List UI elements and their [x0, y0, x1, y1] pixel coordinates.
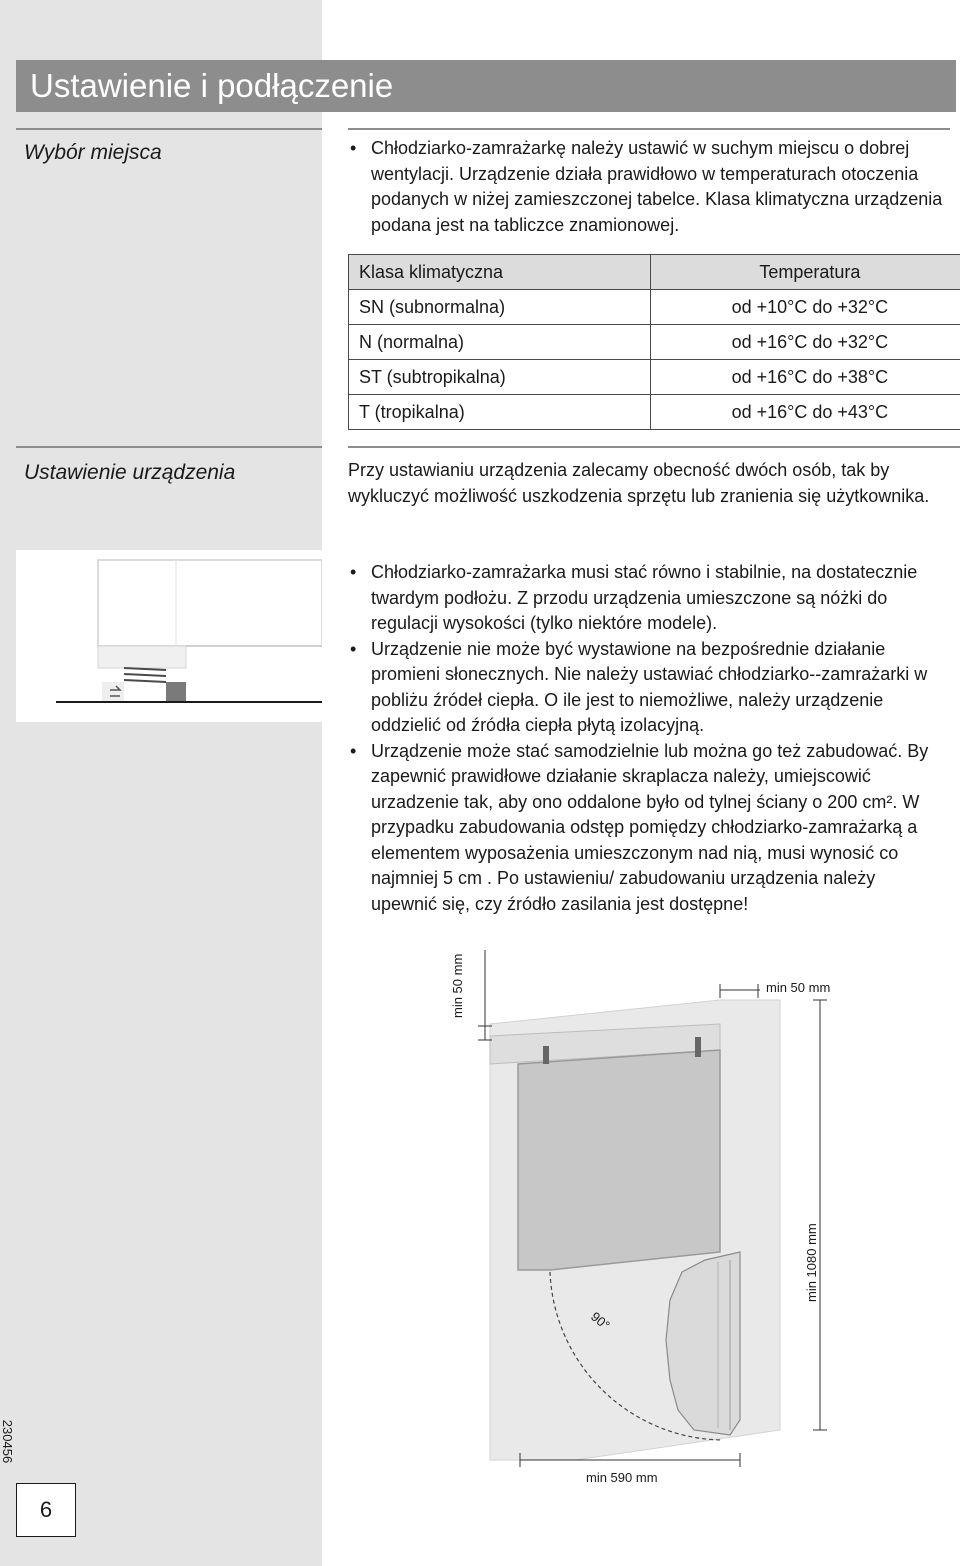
climate-class-cell: SN (subnormalna): [349, 290, 651, 325]
page-number: 6: [16, 1483, 76, 1537]
feet-drawing: [16, 550, 322, 722]
left-sidebar: [0, 0, 322, 1566]
table-header-row: [349, 255, 960, 290]
table-row: [349, 395, 960, 430]
climate-class-cell: ST (subtropikalna): [349, 360, 651, 395]
climate-class-cell: T (tropikalna): [349, 395, 651, 430]
climate-table: [348, 254, 960, 430]
clearance-drawing: [430, 940, 850, 1490]
section-divider: [348, 128, 950, 130]
section-divider: [16, 446, 322, 448]
temperature-cell: od +10°C do +32°C: [650, 290, 960, 325]
installation-intro: Przy ustawianiu urządzenia zalecamy obecność dwóch osób, tak by wykluczyć możliwość uszkodzenia sprzętu lub zranienia się użytkownika.: [348, 460, 930, 506]
temperature-cell: od +16°C do +32°C: [650, 325, 960, 360]
list-item: • Urządzenie nie może być wystawione na bezpośrednie działanie promieni słonecznych. Nie należy ustawiać chłodziarko--zamrażarki w pobliżu źródeł ciepła. O ile jest to niemożliwe, należy urządzenie oddzielić od źródła ciepła płytą izolacyjną.: [348, 637, 944, 739]
list-item: • Urządzenie może stać samodzielnie lub można go też zabudować. By zapewnić prawidłowe działanie skraplacza należy, umiejscowić urzadzenie tak, aby ono oddalone było od tylnej ściany o 200 cm². W przypadku zabudowania odstęp pomiędzy chłodziarko-zamrażarką a elementem wyposażenia umieszczonym nad nią, musi wynosić co najmniej 5 cm . Po ustawieniu/ zabudowaniu urządzenia należy upewnić się, czy źródło zasilania jest dostępne!: [348, 739, 944, 918]
installation-list: [348, 560, 944, 917]
temperature-cell: od +16°C do +43°C: [650, 395, 960, 430]
climate-class-cell: N (normalna): [349, 325, 651, 360]
document-code: 230456: [0, 1419, 16, 1464]
dimension-label-top-vertical: min 50 mm: [450, 953, 465, 1018]
angle-label: 90°: [588, 1308, 613, 1333]
table-row: [349, 325, 960, 360]
temperature-cell: od +16°C do +38°C: [650, 360, 960, 395]
adjustable-feet-illustration: [16, 550, 322, 722]
table-row: [349, 290, 960, 325]
page-title: Ustawienie i podłączenie: [30, 67, 394, 104]
dimension-label-height: min 1080 mm: [804, 1223, 819, 1302]
title-bar: [16, 60, 956, 112]
column-header: Temperatura: [650, 255, 960, 290]
list-item: • Chłodziarko-zamrażarka musi stać równo i stabilnie, na dostatecznie twardym podłożu. Z przodu urządzenia umieszczone są nóżki do regulacji wysokości (tylko niektóre modele).: [348, 560, 944, 637]
dimension-label-width: min 590 mm: [586, 1470, 658, 1485]
column-header: Klasa klimatyczna: [349, 255, 651, 290]
table-row: [349, 360, 960, 395]
section-divider: [16, 128, 322, 130]
section-label-installation: Ustawienie urządzenia: [24, 461, 236, 484]
section-label-placement: Wybór miejsca: [24, 141, 162, 164]
installation-clearance-diagram: [430, 940, 850, 1495]
list-item: • Chłodziarko-zamrażarkę należy ustawić w suchym miejscu o dobrej wentylacji. Urządzenie działa prawidłowo w temperaturach otoczenia podanych w niżej zamieszczonej tabelce. Klasa klimatyczna urządzenia podana jest na tabliczce znamionowej.: [348, 136, 944, 238]
dimension-label-top-right: min 50 mm: [766, 980, 831, 995]
section-divider: [348, 446, 960, 448]
placement-list: [348, 136, 944, 238]
